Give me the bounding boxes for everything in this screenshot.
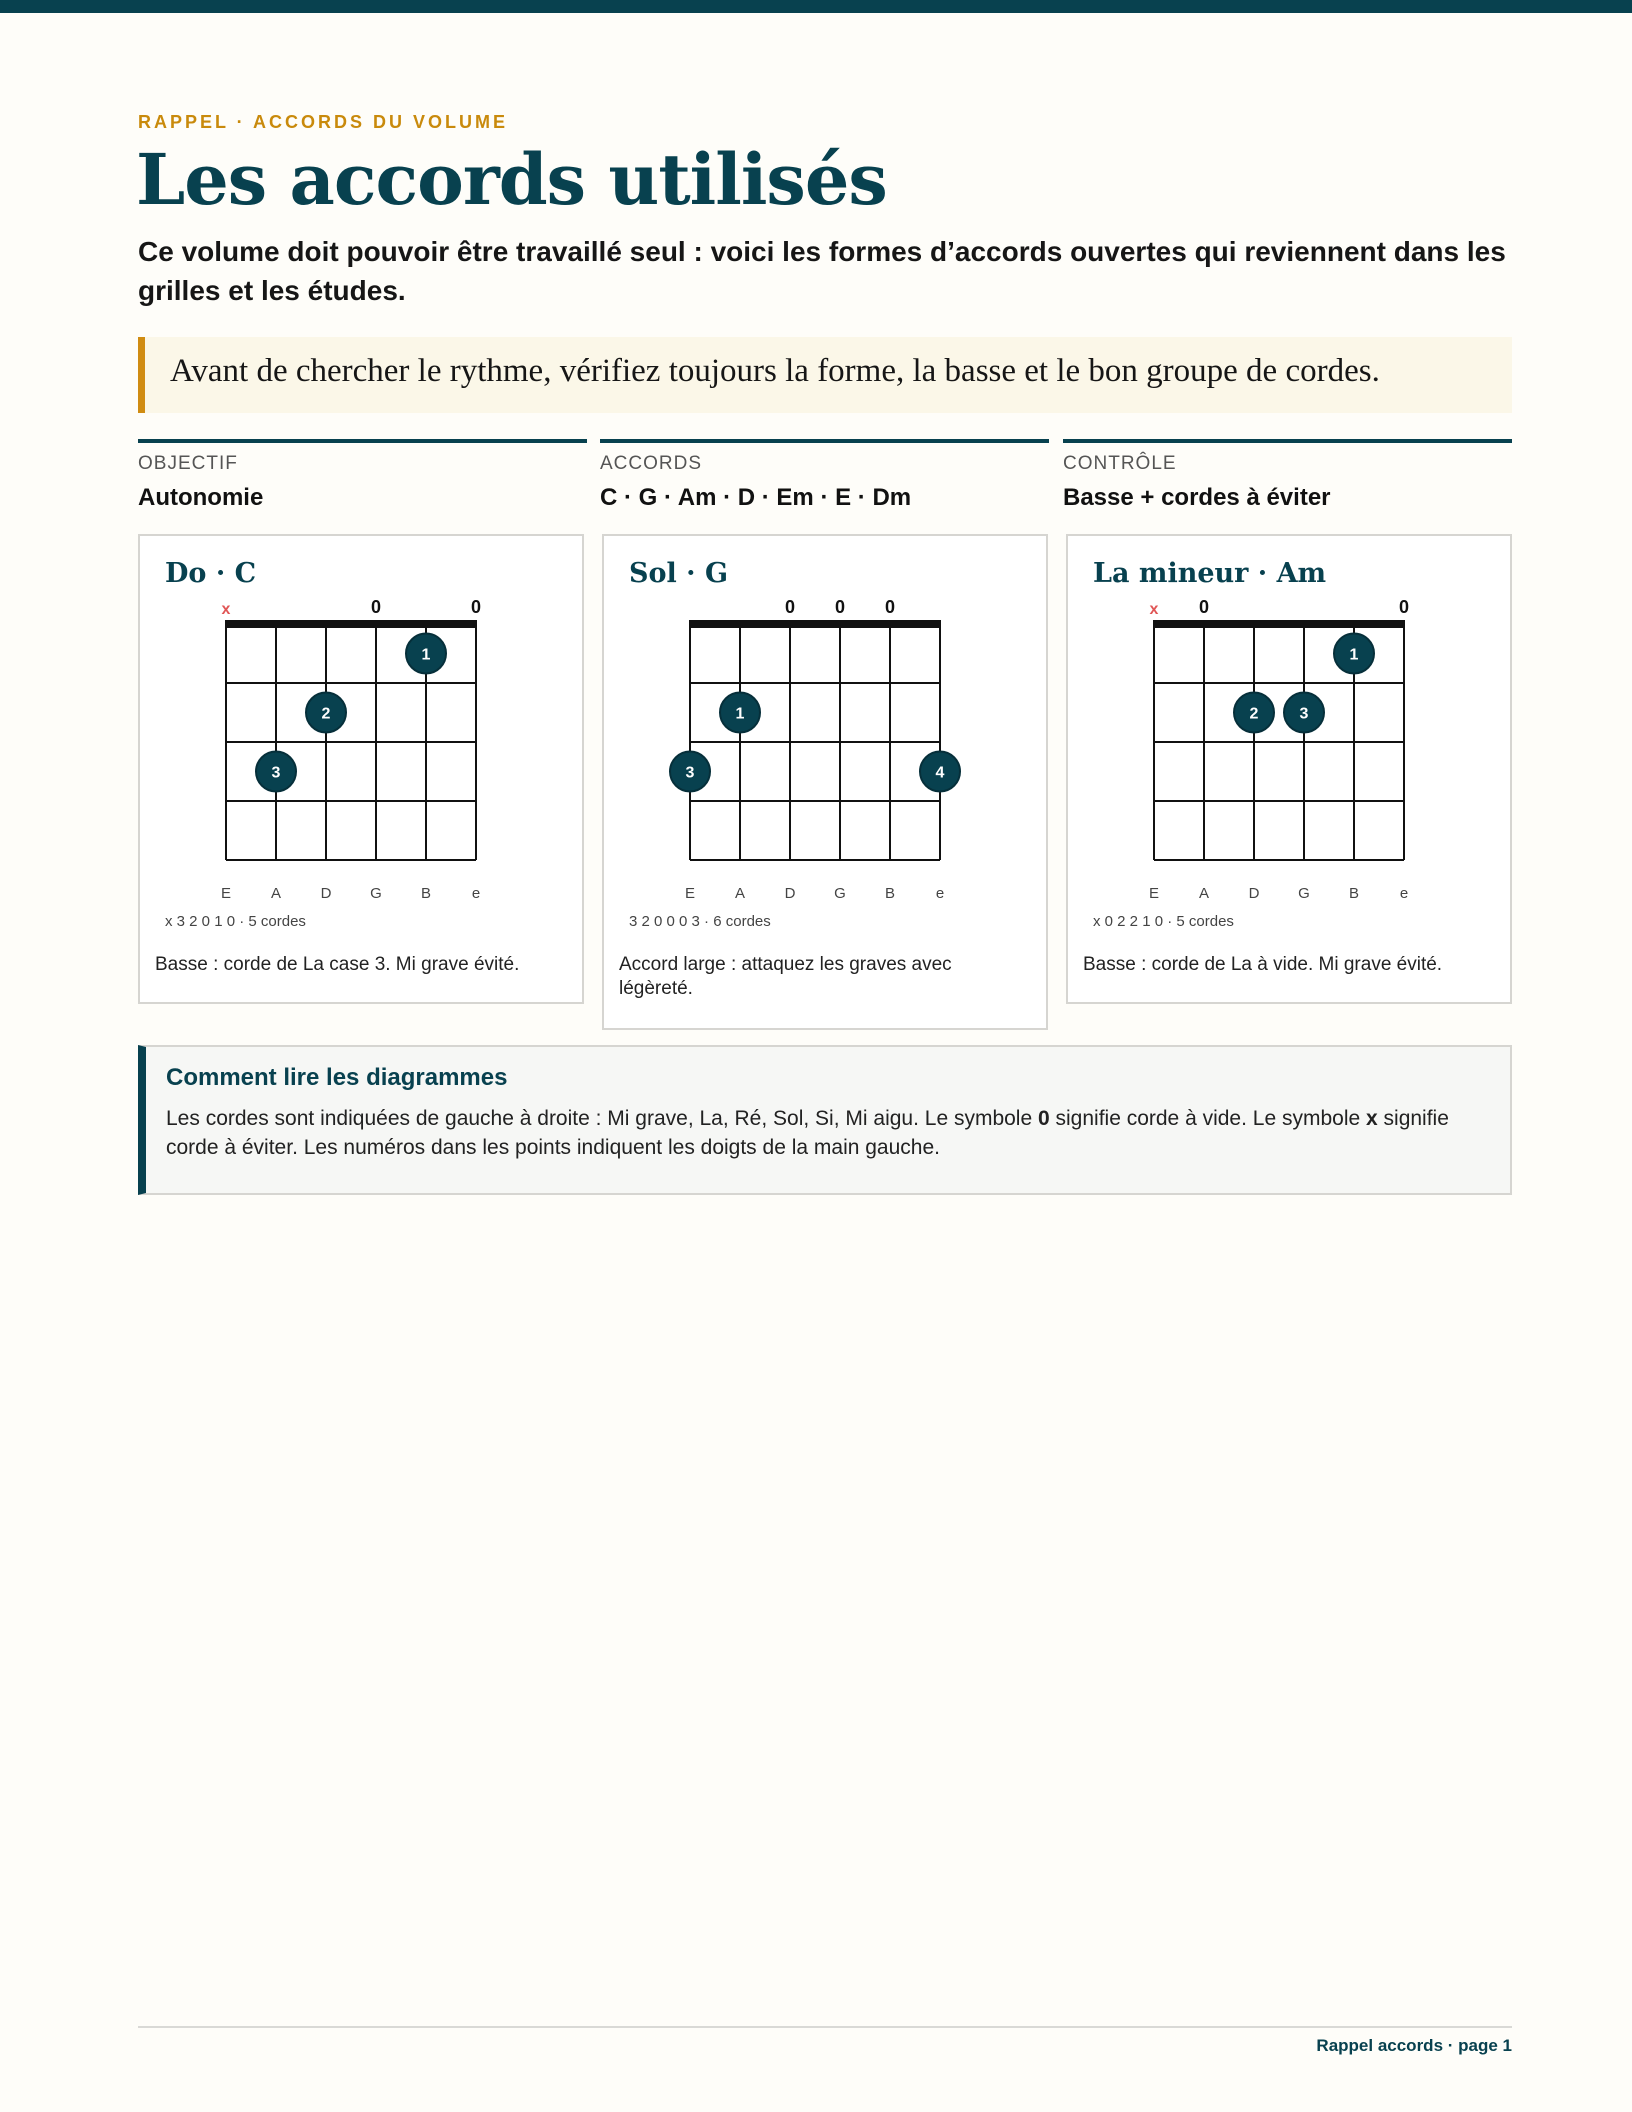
finger-number: 1 <box>1349 646 1359 664</box>
open-string-marker: 0 <box>884 597 896 617</box>
chord-code: x 0 2 2 1 0 · 5 cordes <box>1093 913 1234 930</box>
string-name-label: D <box>320 885 332 902</box>
chord-card-g <box>602 534 1048 1030</box>
open-string-marker: 0 <box>834 597 846 617</box>
finger-number: 3 <box>1299 705 1309 723</box>
chord-card-c <box>138 534 584 1004</box>
meta-value: Autonomie <box>138 484 264 511</box>
string-name-label: A <box>1198 885 1210 902</box>
chord-note: Basse : corde de La à vide. Mi grave évité. <box>1083 954 1443 975</box>
finger-number: 3 <box>685 764 695 782</box>
open-string-marker: 0 <box>470 597 482 617</box>
howto-text-part: Les cordes sont indiquées de gauche à droite : Mi grave, La, Ré, Sol, Si, Mi aigu. Le symbole <box>166 1107 1038 1130</box>
page-subtitle: Ce volume doit pouvoir être travaillé seul : voici les formes d’accords ouvertes qui reviennent dans les grilles et les études. <box>138 236 1506 306</box>
chord-card-am <box>1066 534 1512 1004</box>
string-name-label: B <box>420 885 432 902</box>
howto-box <box>138 1045 1512 1195</box>
string-name-label: E <box>684 885 696 902</box>
finger-number: 1 <box>735 705 745 723</box>
muted-string-symbol: x <box>1366 1107 1378 1130</box>
open-string-marker: 0 <box>784 597 796 617</box>
eyebrow: RAPPEL · ACCORDS DU VOLUME <box>138 112 509 132</box>
top-accent-bar <box>0 0 1632 13</box>
howto-text-part: signifie corde à éviter. Les numéros dans les points indiquent les doigts de la main gauche. <box>166 1107 1449 1159</box>
open-string-marker: 0 <box>1198 597 1210 617</box>
string-name-label: A <box>270 885 282 902</box>
nut <box>689 620 941 628</box>
nut <box>1153 620 1405 628</box>
string-name-label: D <box>784 885 796 902</box>
muted-string-marker: x <box>1149 601 1159 618</box>
string-name-label: G <box>1298 885 1310 902</box>
meta-value: C · G · Am · D · Em · E · Dm <box>600 484 912 511</box>
footer-page-label: Rappel accords · page 1 <box>1316 2036 1512 2055</box>
open-string-marker: 0 <box>370 597 382 617</box>
chord-diagram <box>1068 594 1514 914</box>
nut <box>225 620 477 628</box>
finger-number: 3 <box>271 764 281 782</box>
howto-text <box>166 1104 1496 1162</box>
chord-code: x 3 2 0 1 0 · 5 cordes <box>165 913 306 930</box>
string-name-label: A <box>734 885 746 902</box>
chord-name: Sol · G <box>629 558 729 589</box>
string-name-label: D <box>1248 885 1260 902</box>
string-name-label: G <box>370 885 382 902</box>
chord-name: Do · C <box>165 558 257 589</box>
chord-note: Accord large : attaquez les graves avec légèreté. <box>619 954 952 999</box>
howto-text-part: signifie corde à vide. Le symbole <box>1049 1107 1367 1130</box>
chord-diagram <box>140 594 586 914</box>
meta-accords <box>600 439 1049 512</box>
howto-title: Comment lire les diagrammes <box>166 1064 508 1091</box>
string-name-label: G <box>834 885 846 902</box>
finger-number: 2 <box>1249 705 1259 723</box>
chord-diagram <box>604 594 1050 914</box>
open-string-marker: 0 <box>1398 597 1410 617</box>
string-name-label: B <box>1348 885 1360 902</box>
meta-controle <box>1063 439 1512 512</box>
meta-objectif <box>138 439 587 512</box>
string-name-label: E <box>220 885 232 902</box>
meta-label: CONTRÔLE <box>1063 453 1177 474</box>
string-name-label: B <box>884 885 896 902</box>
string-name-label: e <box>471 885 481 902</box>
finger-number: 2 <box>321 705 331 723</box>
string-name-label: e <box>935 885 945 902</box>
meta-label: ACCORDS <box>600 453 703 474</box>
finger-number: 1 <box>421 646 431 664</box>
meta-value: Basse + cordes à éviter <box>1063 484 1331 511</box>
meta-label: OBJECTIF <box>138 453 238 474</box>
string-name-label: e <box>1399 885 1409 902</box>
string-name-label: E <box>1148 885 1160 902</box>
footer-divider <box>138 2026 1512 2028</box>
chord-note: Basse : corde de La case 3. Mi grave évité. <box>155 954 520 975</box>
open-string-symbol: 0 <box>1037 1107 1050 1130</box>
finger-number: 4 <box>935 764 945 782</box>
muted-string-marker: x <box>221 601 231 618</box>
chord-code: 3 2 0 0 0 3 · 6 cordes <box>629 913 771 930</box>
chord-name: La mineur · Am <box>1093 558 1327 589</box>
tip-callout: Avant de chercher le rythme, vérifiez toujours la forme, la basse et le bon groupe de cordes. <box>138 337 1512 413</box>
page-title: Les accords utilisés <box>136 138 887 221</box>
